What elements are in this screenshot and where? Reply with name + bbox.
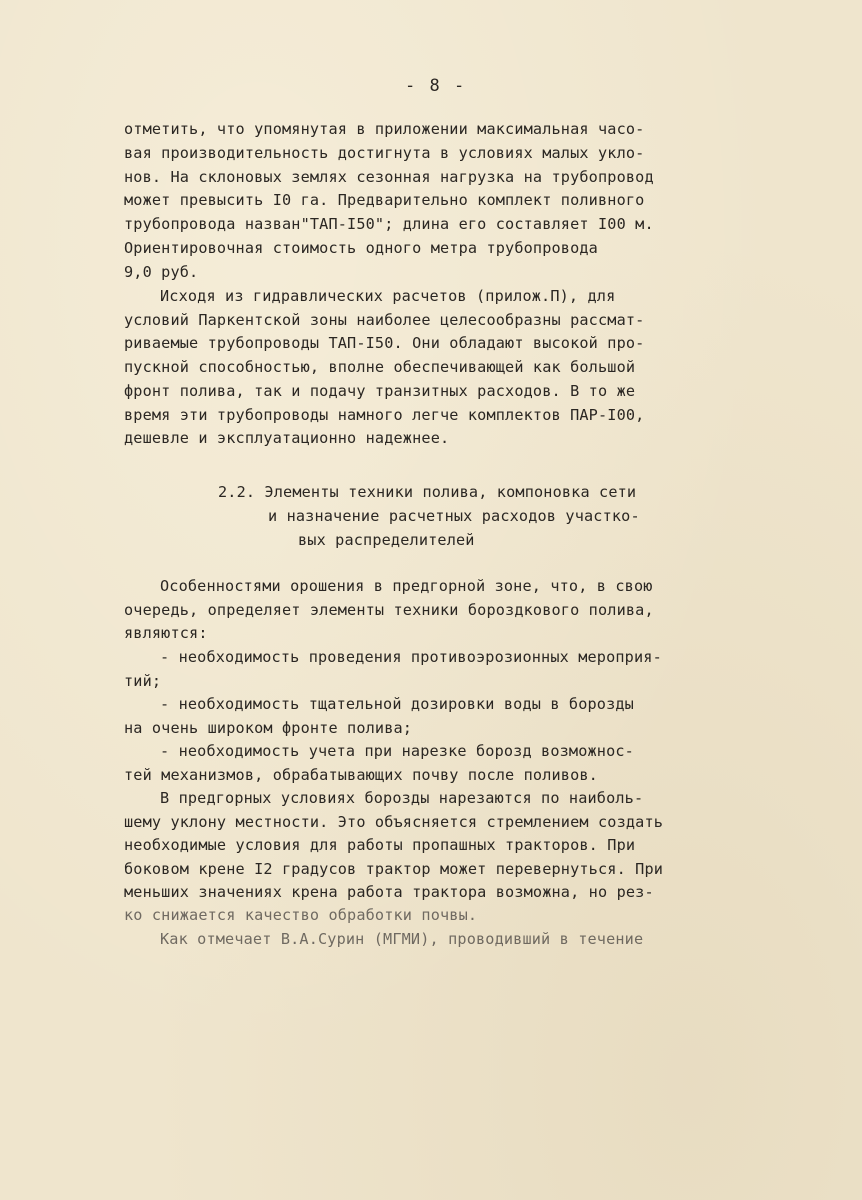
- paragraph-line: условий Паркентской зоны наиболее целесообразны рассмат-: [124, 311, 645, 329]
- heading-line: вых распределителей: [298, 531, 475, 549]
- paragraph-line: Исходя из гидравлических расчетов (прилож.П), для: [160, 287, 616, 305]
- paragraph-line: нов. На склоновых землях сезонная нагрузка на трубопровод: [124, 168, 654, 186]
- list-item-line: - необходимость проведения противоэрозионных мероприя-: [160, 648, 662, 666]
- paragraph-line: может превысить I0 га. Предварительно комплект поливного: [124, 191, 645, 209]
- list-item-line: тий;: [124, 672, 162, 690]
- paragraph-line: очередь, определяет элементы техники бороздкового полива,: [124, 601, 654, 619]
- heading-line: и назначение расчетных расходов участко-: [268, 507, 640, 525]
- paragraph-line: Ориентировочная стоимость одного метра трубопровода: [124, 239, 598, 257]
- paragraph-line: вая производительность достигнута в условиях малых укло-: [124, 144, 645, 162]
- paragraph-line: меньших значениях крена работа трактора возможна, но рез-: [124, 883, 654, 901]
- list-item-line: - необходимость тщательной дозировки воды в борозды: [160, 695, 634, 713]
- paragraph-line: фронт полива, так и подачу транзитных расходов. В то же: [124, 382, 636, 400]
- heading-line: 2.2. Элементы техники полива, компоновка сети: [218, 483, 637, 501]
- list-item-line: - необходимость учета при нарезке борозд возможнос-: [160, 742, 634, 760]
- paragraph-line: трубопровода назван"ТАП-I50"; длина его составляет I00 м.: [124, 215, 654, 233]
- page-number: - 8 -: [405, 76, 467, 96]
- list-item-line: на очень широком фронте полива;: [124, 719, 413, 737]
- paragraph-line: время эти трубопроводы намного легче комплектов ПАР-I00,: [124, 406, 645, 424]
- list-item-line: тей механизмов, обрабатывающих почву после поливов.: [124, 766, 598, 784]
- paragraph-line: 9,0 руб.: [124, 263, 199, 281]
- paragraph-line: риваемые трубопроводы ТАП-I50. Они обладают высокой про-: [124, 334, 645, 352]
- paragraph-line: Как отмечает В.А.Сурин (МГМИ), проводивший в течение: [160, 930, 644, 948]
- paragraph-line: являются:: [124, 624, 208, 642]
- paragraph-line: Особенностями орошения в предгорной зоне, что, в свою: [160, 577, 653, 595]
- paragraph-line: боковом крене I2 градусов трактор может перевернуться. При: [124, 860, 664, 878]
- paragraph-line: необходимые условия для работы пропашных тракторов. При: [124, 836, 636, 854]
- paragraph-line: В предгорных условиях борозды нарезаются по наиболь-: [160, 789, 644, 807]
- paragraph-line: пускной способностью, вполне обеспечивающей как большой: [124, 358, 636, 376]
- paragraph-line: шему уклону местности. Это объясняется стремлением создать: [124, 813, 664, 831]
- paragraph-line: отметить, что упомянутая в приложении максимальная часо-: [124, 120, 645, 138]
- paragraph-line: ко снижается качество обработки почвы.: [124, 906, 478, 924]
- paragraph-line: дешевле и эксплуатационно надежнее.: [124, 429, 450, 447]
